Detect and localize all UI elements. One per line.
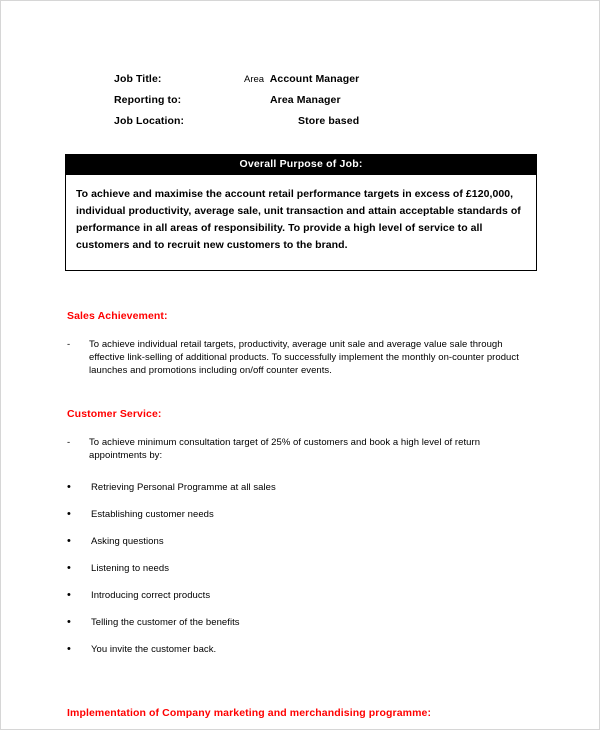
bullet-point-icon: •: [67, 508, 71, 520]
list-item: [67, 644, 600, 671]
bullet-point-icon: •: [67, 481, 71, 493]
bullet-point-icon: •: [67, 562, 71, 574]
meta-row-job-location: [114, 115, 534, 136]
sales-achievement-text: To achieve individual retail targets, productivity, average unit sale and average value sale through effective link-selling of additional products. To successfully implement the monthly on-counter product launches and promotions including on/off counter events.: [89, 339, 519, 376]
bullet-point-icon: •: [67, 589, 71, 601]
list-item-label: Listening to needs: [91, 563, 170, 574]
section-heading-customer-service: Customer Service:: [67, 408, 162, 420]
meta-row-job-title: [114, 73, 534, 94]
list-item: [67, 536, 600, 563]
meta-label-job-location: Job Location:: [114, 115, 185, 127]
meta-value-reporting-to: Area Manager: [270, 94, 341, 106]
dash-marker-icon: -: [67, 339, 71, 350]
customer-service-text: To achieve minimum consultation target of 25% of customers and book a high level of return appointments by:: [89, 437, 481, 461]
list-item-label: You invite the customer back.: [91, 644, 217, 655]
bullet-point-icon: •: [67, 616, 71, 628]
list-item-label: Retrieving Personal Programme at all sales: [91, 482, 276, 493]
meta-label-reporting-to: Reporting to:: [114, 94, 182, 106]
section-heading-sales-achievement: Sales Achievement:: [67, 310, 168, 322]
job-meta-block: [114, 73, 534, 136]
customer-service-item: [67, 436, 527, 462]
list-item-label: Asking questions: [91, 536, 164, 547]
overall-purpose-banner: Overall Purpose of Job:: [65, 154, 537, 175]
bullet-point-icon: •: [67, 535, 71, 547]
document-content: [1, 1, 600, 719]
meta-value-job-location: Store based: [298, 115, 360, 127]
dash-marker-icon: -: [67, 437, 71, 448]
list-item: [67, 482, 600, 509]
customer-service-bullet-list: [1, 482, 600, 671]
section-heading-implementation: Implementation of Company marketing and merchandising programme:: [67, 707, 432, 719]
list-item: [67, 590, 600, 617]
meta-value-prefix-area: Area: [244, 74, 265, 85]
meta-label-job-title: Job Title:: [114, 73, 162, 85]
list-item: [67, 563, 600, 590]
list-item: [67, 509, 600, 536]
list-item-label: Introducing correct products: [91, 590, 211, 601]
overall-purpose-body: To achieve and maximise the account retail performance targets in excess of £120,000, individual productivity, average sale, unit transaction and attain acceptable standards of performance in all areas of responsibility. To provide a high level of service to all customers and to recruit new customers to the brand.: [65, 175, 537, 271]
list-item-label: Telling the customer of the benefits: [91, 617, 240, 628]
meta-value-job-title: [244, 73, 359, 85]
bullet-point-icon: •: [67, 643, 71, 655]
meta-value-text-job-title: Account Manager: [269, 73, 360, 85]
list-item: [67, 617, 600, 644]
list-item-label: Establishing customer needs: [91, 509, 214, 520]
meta-row-reporting-to: [114, 94, 534, 115]
sales-achievement-item: [67, 338, 527, 377]
overall-purpose-table: [65, 154, 537, 271]
